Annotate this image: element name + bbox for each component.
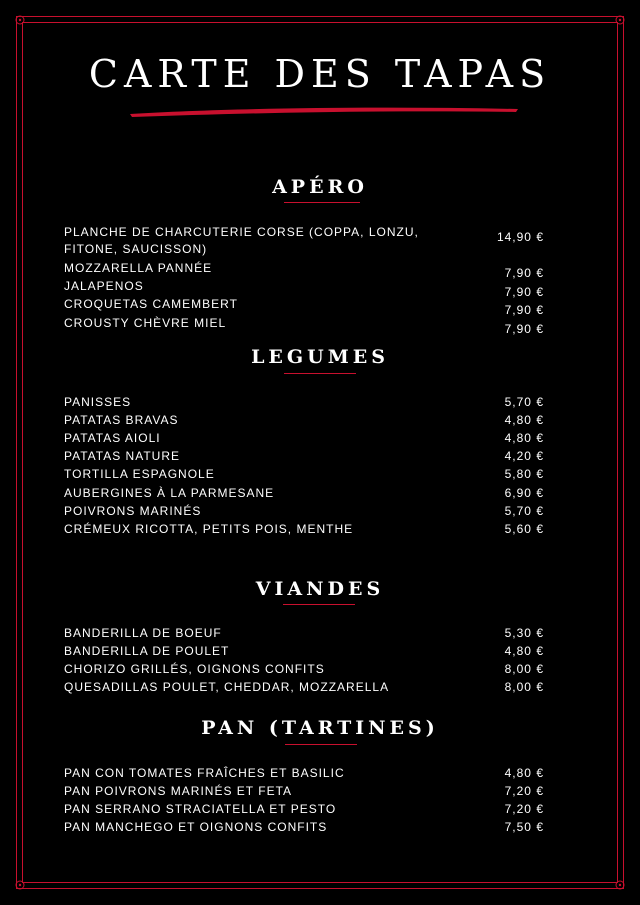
menu-item-price: 14,90 € bbox=[496, 230, 544, 244]
corner-ornament-icon bbox=[612, 12, 628, 28]
title-brush-underline bbox=[128, 104, 520, 118]
menu-item-name: PATATAS BRAVAS bbox=[64, 413, 179, 427]
menu-item-price: 4,80 € bbox=[504, 431, 544, 445]
section-title: VIANDES bbox=[255, 578, 385, 600]
menu-item-name: BANDERILLA DE BOEUF bbox=[64, 626, 222, 640]
section-title: APÉRO bbox=[272, 176, 368, 198]
menu-item-name: PATATAS AIOLI bbox=[64, 431, 161, 445]
menu-item-price: 8,00 € bbox=[504, 680, 544, 694]
menu-item-price: 4,80 € bbox=[504, 766, 544, 780]
menu-item-name: CROUSTY CHÈVRE MIEL bbox=[64, 316, 227, 330]
menu-item-name: CHORIZO GRILLÉS, OIGNONS CONFITS bbox=[64, 662, 325, 676]
menu-item-price: 7,20 € bbox=[504, 784, 544, 798]
menu-item-price: 5,80 € bbox=[504, 467, 544, 481]
menu-item-name: POIVRONS MARINÉS bbox=[64, 504, 202, 518]
menu-item-price: 7,90 € bbox=[504, 266, 544, 280]
menu-item-name: CRÉMEUX RICOTTA, PETITS POIS, MENTHE bbox=[64, 522, 354, 536]
menu-item-price: 5,70 € bbox=[504, 504, 544, 518]
section-underline bbox=[285, 744, 357, 745]
menu-item-price: 7,90 € bbox=[504, 285, 544, 299]
menu-item-price: 7,90 € bbox=[504, 303, 544, 317]
corner-ornament-icon bbox=[12, 12, 28, 28]
menu-item-price: 8,00 € bbox=[504, 662, 544, 676]
page-title: CARTE DES TAPAS bbox=[88, 52, 552, 96]
menu-item-name: FITONE, SAUCISSON) bbox=[64, 242, 208, 256]
menu-item-price: 4,80 € bbox=[504, 413, 544, 427]
menu-item-name: QUESADILLAS POULET, CHEDDAR, MOZZARELLA bbox=[64, 680, 390, 694]
section-title: LEGUMES bbox=[251, 346, 389, 368]
menu-item-name: PAN POIVRONS MARINÉS ET FETA bbox=[64, 784, 293, 798]
menu-item-price: 7,90 € bbox=[504, 322, 544, 336]
menu-item-name: CROQUETAS CAMEMBERT bbox=[64, 297, 238, 311]
menu-item-price: 6,90 € bbox=[504, 486, 544, 500]
section-underline bbox=[284, 373, 356, 374]
menu-item-price: 5,30 € bbox=[504, 626, 544, 640]
menu-item-price: 5,70 € bbox=[504, 395, 544, 409]
menu-item-name: PAN SERRANO STRACIATELLA ET PESTO bbox=[64, 802, 337, 816]
menu-item-price: 5,60 € bbox=[504, 522, 544, 536]
section-title: PAN (TARTINES) bbox=[201, 717, 439, 739]
menu-item-price: 4,80 € bbox=[504, 644, 544, 658]
menu-item-name: PATATAS NATURE bbox=[64, 449, 181, 463]
menu-item-name: TORTILLA ESPAGNOLE bbox=[64, 467, 215, 481]
section-underline bbox=[283, 604, 355, 605]
menu-item-name: PAN CON TOMATES FRAÎCHES ET BASILIC bbox=[64, 766, 345, 780]
menu-item-name: BANDERILLA DE POULET bbox=[64, 644, 230, 658]
corner-ornament-icon bbox=[12, 877, 28, 893]
menu-item-name: PAN MANCHEGO ET OIGNONS CONFITS bbox=[64, 820, 328, 834]
menu-item-price: 4,20 € bbox=[504, 449, 544, 463]
menu-item-name: JALAPENOS bbox=[64, 279, 144, 293]
menu-item-price: 7,20 € bbox=[504, 802, 544, 816]
menu-item-name: AUBERGINES À LA PARMESANE bbox=[64, 486, 275, 500]
menu-item-price: 7,50 € bbox=[504, 820, 544, 834]
corner-ornament-icon bbox=[612, 877, 628, 893]
menu-item-name: MOZZARELLA PANNÉE bbox=[64, 261, 213, 275]
section-underline bbox=[284, 202, 360, 203]
menu-item-name: PANISSES bbox=[64, 395, 132, 409]
menu-item-name: PLANCHE DE CHARCUTERIE CORSE (COPPA, LONZU, bbox=[64, 225, 419, 239]
